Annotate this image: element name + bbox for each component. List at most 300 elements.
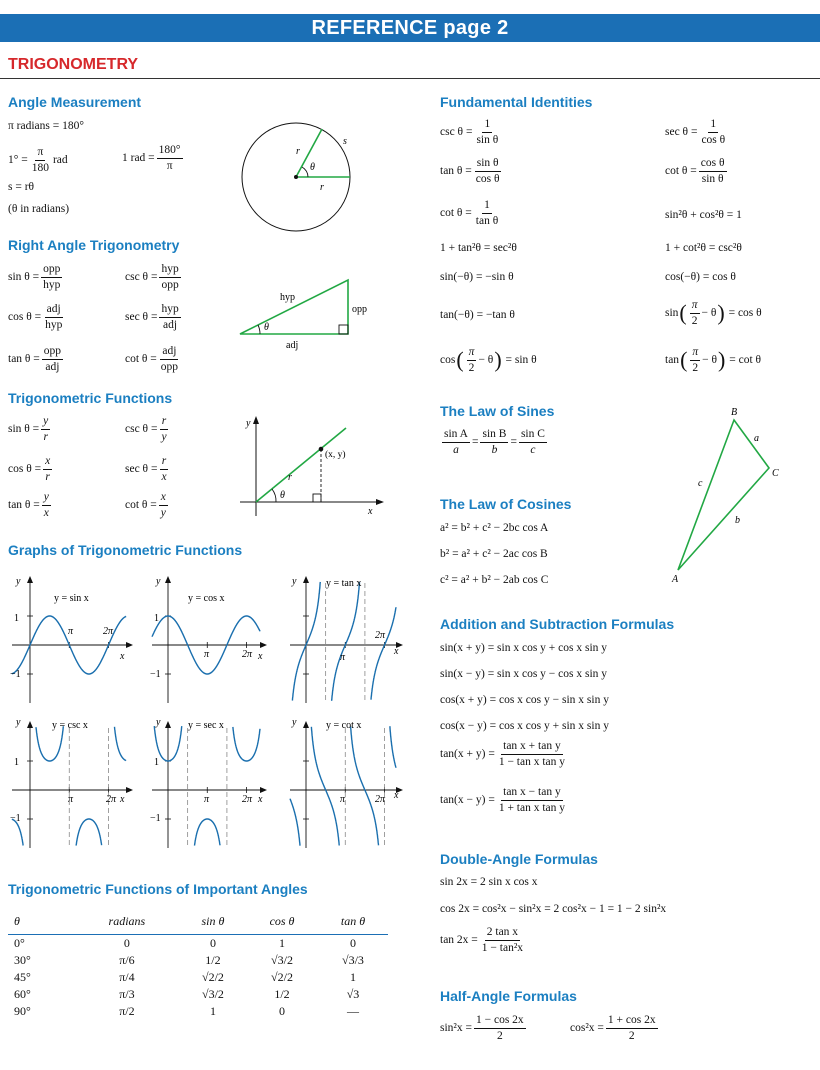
section-divider: [0, 78, 820, 79]
tick-one: 1: [154, 613, 159, 624]
table-header-cell: radians: [74, 910, 180, 935]
numerator: 1 − cos 2x: [474, 1014, 526, 1029]
fraction: [690, 299, 700, 327]
identity-pythagorean-2: 1 + tan²θ = sec²θ: [440, 242, 517, 254]
axis-label-y: y: [16, 717, 21, 728]
formula-cos-diff: cos(x − y) = cos x cos y + sin x sin y: [440, 720, 609, 732]
numerator: adj: [45, 303, 63, 318]
formula-arc-length: s = rθ: [8, 181, 35, 193]
numerator: r: [160, 455, 168, 470]
x-axis-arrow: [260, 787, 267, 793]
oblique-triangle-figure: [664, 400, 789, 590]
label-s: s: [343, 136, 347, 147]
formula-one-degree: [8, 146, 68, 174]
axis-label-x: x: [394, 790, 399, 801]
numerator: y: [42, 491, 51, 506]
fraction: [42, 345, 63, 373]
one-degree-lhs: 1° =: [8, 154, 28, 167]
fraction: [519, 428, 547, 456]
table-row: [8, 952, 388, 969]
table-cell: √3/2: [202, 987, 224, 1001]
numerator: 1 + cos 2x: [606, 1014, 658, 1029]
denominator: hyp: [43, 278, 61, 291]
formula-one-radian: [122, 144, 185, 172]
denominator: tan θ: [475, 214, 499, 227]
lhs: cot θ =: [125, 499, 157, 512]
one-rad-lhs: 1 rad =: [122, 152, 155, 165]
table-row: [8, 969, 388, 986]
denominator: π: [166, 159, 173, 172]
rhs: = cos θ: [728, 307, 762, 320]
curve-sec: [154, 726, 260, 846]
formula-csc-r-y: [125, 415, 171, 443]
fraction: [480, 428, 508, 456]
formula-sec-hyp-adj: [125, 303, 183, 331]
numerator: r: [160, 415, 168, 430]
fraction: [159, 491, 168, 519]
label-r: r: [288, 472, 292, 483]
table-cell: 1: [209, 1004, 216, 1018]
table-cell: 0: [279, 1004, 286, 1018]
axis-label-x: x: [394, 646, 399, 657]
table-cell: 60°: [14, 987, 31, 1001]
lhs: cos²x =: [570, 1022, 604, 1035]
table-cell: 1/2: [274, 987, 290, 1001]
numerator: sin θ: [475, 157, 501, 172]
tick-two-pi: 2π: [242, 649, 253, 660]
numerator: tan x + tan y: [501, 740, 563, 755]
tick-two-pi: 2π: [242, 794, 253, 805]
table-cell: 0: [349, 936, 356, 950]
table-cell: 1: [349, 970, 356, 984]
numerator: hyp: [159, 303, 180, 318]
identity-tan: [440, 157, 504, 185]
numerator: 2 tan x: [485, 926, 520, 941]
lhs: sin θ =: [8, 271, 40, 284]
tick-minus-one: −1: [150, 813, 161, 824]
formula-tan-double: [440, 926, 527, 954]
fraction: [159, 303, 180, 331]
table-cell: √3/3: [342, 953, 364, 967]
denominator: 2: [496, 1029, 503, 1042]
label-theta: θ: [264, 322, 269, 333]
tick-minus-one: −1: [150, 669, 161, 680]
formula-pi-radians: π radians = 180°: [8, 120, 84, 132]
table-cell: 0°: [14, 936, 25, 950]
identity-sin-neg: sin(−θ) = −sin θ: [440, 271, 514, 283]
table-cell: —: [346, 1004, 359, 1018]
lhs: tan θ =: [8, 353, 40, 366]
formula-cos-squared-half: [570, 1014, 660, 1042]
lhs: tan θ =: [440, 165, 472, 178]
lhs: tan(x − y) =: [440, 794, 495, 807]
y-axis-arrow: [27, 721, 33, 728]
heading-law-of-cosines: The Law of Cosines: [440, 496, 572, 512]
fraction: [442, 428, 470, 456]
lhs: tan(x + y) =: [440, 748, 495, 761]
table-cell: 1: [279, 936, 286, 950]
fraction: [699, 118, 727, 146]
denominator: y: [160, 506, 166, 519]
formula-sin-sum: sin(x + y) = sin x cos y + cos x sin y: [440, 642, 608, 654]
lhs: cot θ =: [440, 207, 472, 220]
vertex-C: C: [772, 468, 779, 479]
func: tan: [665, 354, 680, 367]
axis-label-x: x: [120, 651, 125, 662]
note-theta-radians: (θ in radians): [8, 203, 70, 215]
func: sin: [665, 307, 679, 320]
formula-tan-y-x: [8, 491, 53, 519]
fraction: [159, 455, 168, 483]
table-cell: √2/2: [202, 970, 224, 984]
axis-label-y: y: [16, 576, 21, 587]
table-row: [8, 1003, 388, 1020]
formula-cos-x-r: [8, 455, 54, 483]
numerator: sin A: [442, 428, 470, 443]
denominator: r: [45, 470, 50, 483]
circle-figure: [240, 120, 360, 240]
minus-theta: − θ: [701, 307, 717, 320]
law-of-cosines-c: c² = a² + b² − 2ab cos C: [440, 574, 549, 586]
rhs: = cot θ: [729, 354, 762, 367]
law-of-cosines-a: a² = b² + c² − 2bc cos A: [440, 522, 549, 534]
heading-fundamental: Fundamental Identities: [440, 94, 593, 110]
identity-sin-cofunction: [665, 299, 762, 327]
denominator: cos θ: [475, 172, 500, 185]
fraction: [474, 157, 502, 185]
right-triangle-figure: [236, 272, 386, 352]
numerator: sin C: [519, 428, 547, 443]
y-axis-arrow: [165, 576, 171, 583]
numerator: hyp: [159, 263, 180, 278]
numerator: 180°: [157, 144, 183, 159]
formula-csc-hyp-opp: [125, 263, 183, 291]
fraction: [474, 1014, 526, 1042]
law-of-sines-formula: [440, 428, 549, 456]
tick-pi: π: [68, 794, 74, 805]
tick-two-pi: 2π: [375, 794, 386, 805]
lhs: csc θ =: [440, 126, 473, 139]
fraction: [159, 345, 180, 373]
identity-csc: [440, 118, 502, 146]
heading-half-angle: Half-Angle Formulas: [440, 988, 577, 1004]
table-header-row: [8, 910, 388, 935]
identity-cos-neg: cos(−θ) = cos θ: [665, 271, 736, 283]
side-c: c: [698, 478, 703, 489]
equals: =: [510, 436, 517, 449]
numerator: y: [41, 415, 50, 430]
table-cell: √3: [346, 987, 360, 1001]
fraction: [480, 926, 525, 954]
numerator: 1: [482, 199, 492, 214]
table-row: [8, 935, 388, 953]
fraction: [474, 199, 500, 227]
law-of-cosines-b: b² = a² + c² − 2ac cos B: [440, 548, 548, 560]
identity-pythagorean-3: 1 + cot²θ = csc²θ: [665, 242, 742, 254]
table-header-cell: tan θ: [318, 910, 388, 935]
formula-cot-x-y: [125, 491, 170, 519]
fraction: [474, 118, 500, 146]
unit-rad: rad: [52, 154, 68, 167]
trig-graphs: [8, 570, 410, 870]
lhs: sin θ =: [8, 423, 40, 436]
paren-open: (: [456, 347, 464, 373]
heading-graphs: Graphs of Trigonometric Functions: [8, 542, 243, 558]
identity-pythagorean-1: sin²θ + cos²θ = 1: [665, 209, 742, 221]
graph-title-cot: y = cot x: [326, 720, 362, 731]
y-axis-arrow: [303, 721, 309, 728]
fraction: [699, 157, 727, 185]
tick-two-pi: 2π: [106, 794, 117, 805]
axis-label-x: x: [258, 651, 263, 662]
heading-trig-functions: Trigonometric Functions: [8, 390, 173, 406]
tick-one: 1: [14, 613, 19, 624]
denominator: opp: [160, 360, 179, 373]
graph-panels: [12, 576, 403, 848]
formula-tan-opp-adj: [8, 345, 65, 373]
denominator: 2: [628, 1029, 635, 1042]
lhs: sec θ =: [125, 311, 158, 324]
paren-close: ): [494, 347, 502, 373]
formula-tan-sum: [440, 740, 569, 768]
paren-close: ): [717, 300, 725, 326]
axis-label-x: x: [368, 506, 373, 517]
numerator: x: [159, 491, 168, 506]
tick-pi: π: [340, 652, 346, 663]
paren-close: ): [718, 347, 726, 373]
fraction: [690, 346, 700, 374]
table-header-cell: cos θ: [246, 910, 318, 935]
table-cell: 30°: [14, 953, 31, 967]
numerator: π: [467, 346, 477, 361]
fraction: [43, 455, 52, 483]
table-cell: 45°: [14, 970, 31, 984]
lhs: csc θ =: [125, 271, 158, 284]
table-header-cell: θ: [8, 910, 74, 935]
heading-angle-measurement: Angle Measurement: [8, 94, 142, 110]
identity-cos-cofunction: [440, 346, 537, 374]
lhs: tan 2x =: [440, 934, 478, 947]
identity-tan-cofunction: [665, 346, 761, 374]
numerator: tan x − tan y: [501, 786, 563, 801]
heading-law-of-sines: The Law of Sines: [440, 403, 555, 419]
rhs: = sin θ: [505, 354, 537, 367]
axis-label-x: x: [258, 794, 263, 805]
numerator: x: [43, 455, 52, 470]
formula-cos-double: cos 2x = cos²x − sin²x = 2 cos²x − 1 = 1 − 2 sin²x: [440, 903, 667, 915]
fraction: [467, 346, 477, 374]
equals: =: [471, 436, 479, 449]
tick-two-pi: 2π: [103, 626, 114, 637]
y-axis-arrow: [27, 576, 33, 583]
minus-theta: − θ: [478, 354, 494, 367]
table-cell: √3/2: [271, 953, 293, 967]
denominator: x: [43, 506, 49, 519]
paren-open: (: [679, 300, 687, 326]
table-cell: 90°: [14, 1004, 31, 1018]
denominator: 1 − tan x tan y: [498, 755, 566, 768]
axis-label-y: y: [156, 717, 161, 728]
lhs: cos θ =: [8, 311, 42, 324]
numerator: 1: [708, 118, 718, 133]
numerator: 1: [482, 118, 492, 133]
lhs: cot θ =: [665, 165, 697, 178]
fraction: [30, 146, 51, 174]
coordinate-figure: [236, 414, 386, 520]
numerator: π: [35, 146, 45, 161]
label-theta: θ: [310, 162, 315, 173]
lhs: cos θ =: [8, 463, 42, 476]
table-cell: π/4: [119, 970, 135, 984]
tick-two-pi: 2π: [375, 630, 386, 641]
formula-sin-opp-hyp: [8, 263, 64, 291]
numerator: π: [690, 346, 700, 361]
denominator: 1 + tan x tan y: [498, 801, 566, 814]
lhs: cot θ =: [125, 353, 157, 366]
table-cell: π/3: [119, 987, 135, 1001]
formula-cot-adj-opp: [125, 345, 182, 373]
table-cell: √2/2: [271, 970, 293, 984]
label-opp: opp: [352, 304, 367, 315]
formula-sin-double: sin 2x = 2 sin x cos x: [440, 876, 538, 888]
axis-label-y: y: [292, 717, 297, 728]
denominator: 2: [691, 314, 698, 327]
y-axis-arrow: [303, 576, 309, 583]
vertex-A: A: [672, 574, 679, 585]
formula-cos-adj-hyp: [8, 303, 66, 331]
tick-minus-one: −1: [10, 813, 21, 824]
lhs: sin²x =: [440, 1022, 472, 1035]
heading-double-angle: Double-Angle Formulas: [440, 851, 598, 867]
table-cell: 0: [123, 936, 130, 950]
tick-pi: π: [340, 794, 346, 805]
label-hyp: hyp: [280, 292, 295, 303]
denominator: c: [530, 443, 536, 456]
axis-label-y: y: [156, 576, 161, 587]
label-r: r: [296, 146, 300, 157]
formula-cos-sum: cos(x + y) = cos x cos y − sin x sin y: [440, 694, 609, 706]
lhs: tan θ =: [8, 499, 40, 512]
numerator: cos θ: [699, 157, 727, 172]
numerator: opp: [42, 345, 63, 360]
denominator: b: [491, 443, 498, 456]
label-point-xy: (x, y): [325, 450, 346, 460]
x-axis-arrow: [126, 787, 133, 793]
graph-title-sec: y = sec x: [188, 720, 224, 731]
denominator: x: [161, 470, 167, 483]
fraction: [157, 144, 183, 172]
fraction: [497, 740, 567, 768]
fraction: [41, 263, 62, 291]
table-row: [8, 986, 388, 1003]
denominator: 2: [468, 361, 475, 374]
denominator: 2: [692, 361, 699, 374]
heading-right-angle: Right Angle Trigonometry: [8, 237, 180, 253]
numerator: π: [690, 299, 700, 314]
paren-open: (: [680, 347, 688, 373]
numerator: sin B: [480, 428, 508, 443]
page-banner: REFERENCE page 2: [0, 14, 820, 42]
table-cell: π/2: [119, 1004, 135, 1018]
fraction: [606, 1014, 658, 1042]
side-b: b: [735, 515, 740, 526]
tick-one: 1: [14, 757, 19, 768]
lhs: sec θ =: [125, 463, 158, 476]
identity-tan-neg: tan(−θ) = −tan θ: [440, 309, 515, 321]
fraction: [42, 491, 51, 519]
section-title: TRIGONOMETRY: [8, 56, 139, 73]
fraction: [159, 415, 168, 443]
denominator: adj: [163, 318, 178, 331]
graph-title-csc: y = csc x: [52, 720, 88, 731]
lhs: sec θ =: [665, 126, 698, 139]
table-cell: 0: [209, 936, 216, 950]
formula-sin-diff: sin(x − y) = sin x cos y − cos x sin y: [440, 668, 608, 680]
table-body: [8, 935, 388, 1021]
graph-title-sin: y = sin x: [54, 593, 89, 604]
lhs: csc θ =: [125, 423, 158, 436]
denominator: opp: [161, 278, 179, 291]
y-axis-arrow: [165, 721, 171, 728]
table-cell: π/6: [119, 953, 135, 967]
x-axis-arrow: [260, 642, 267, 648]
denominator: hyp: [45, 318, 63, 331]
denominator: 180: [31, 161, 49, 174]
denominator: sin θ: [701, 172, 724, 185]
side-a: a: [754, 433, 759, 444]
denominator: y: [161, 430, 167, 443]
important-angles-table: [8, 910, 388, 1020]
label-adj: adj: [286, 340, 299, 351]
formula-sin-y-r: [8, 415, 52, 443]
denominator: sin θ: [476, 133, 499, 146]
axis-label-x: x: [120, 794, 125, 805]
func: cos: [440, 354, 456, 367]
denominator: a: [453, 443, 459, 456]
fraction: [497, 786, 567, 814]
table-cell: 1/2: [205, 953, 221, 967]
axis-label-y: y: [292, 576, 297, 587]
x-axis-arrow: [126, 642, 133, 648]
heading-addition-subtraction: Addition and Subtraction Formulas: [440, 616, 675, 632]
identity-sec: [665, 118, 729, 146]
formula-sec-r-x: [125, 455, 171, 483]
denominator: adj: [45, 360, 60, 373]
heading-important-angles: Trigonometric Functions of Important Angles: [8, 881, 308, 897]
vertex-B: B: [731, 407, 738, 418]
numerator: opp: [41, 263, 62, 278]
tick-pi: π: [204, 649, 210, 660]
fraction: [43, 303, 64, 331]
minus-theta: − θ: [702, 354, 718, 367]
fraction: [159, 263, 180, 291]
label-theta: θ: [280, 490, 285, 501]
denominator: cos θ: [701, 133, 726, 146]
identity-cot-tan: [440, 199, 502, 227]
numerator: adj: [160, 345, 178, 360]
curve-tan: [292, 582, 396, 701]
axis-label-y: y: [246, 418, 251, 429]
tick-pi: π: [204, 794, 210, 805]
fraction: [41, 415, 50, 443]
graph-title-cos: y = cos x: [188, 593, 225, 604]
denominator: 1 − tan²x: [481, 941, 524, 954]
tick-pi: π: [68, 626, 74, 637]
tick-one: 1: [154, 757, 159, 768]
formula-sin-squared-half: [440, 1014, 528, 1042]
graph-title-tan: y = tan x: [326, 578, 362, 589]
denominator: r: [43, 430, 48, 443]
